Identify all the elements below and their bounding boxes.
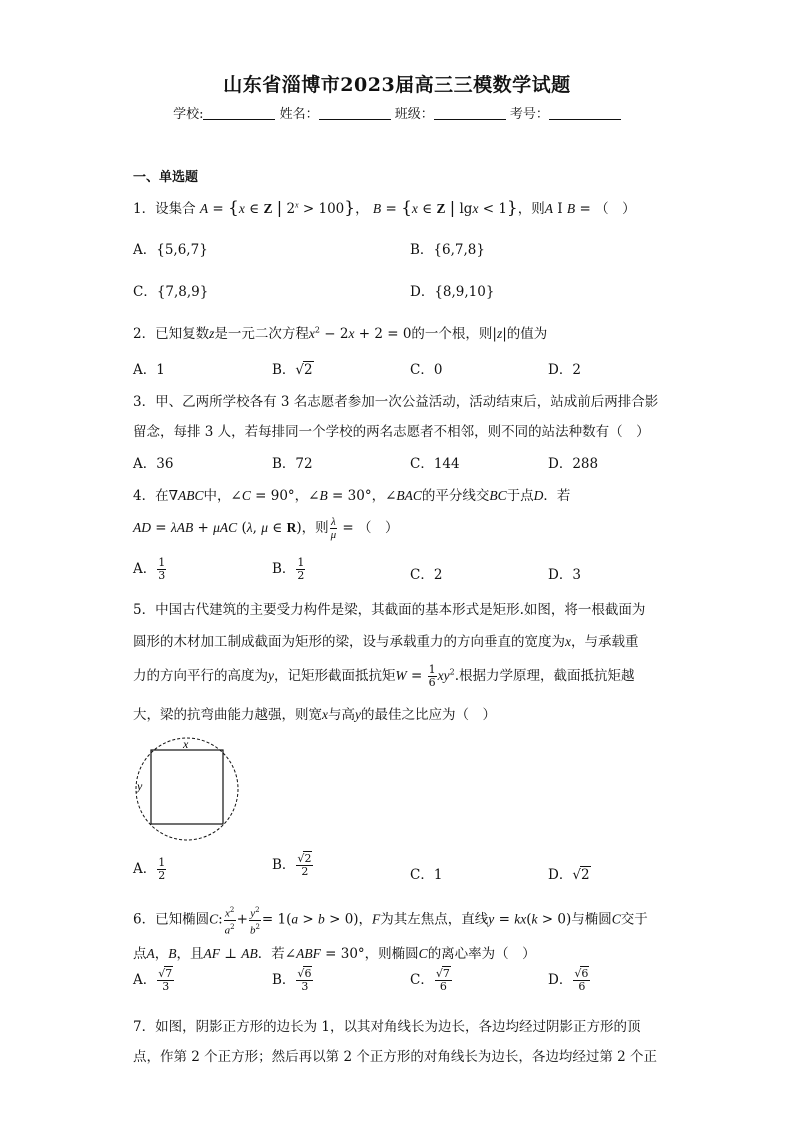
rectangle [151, 750, 223, 824]
q2-option-d[interactable]: D．2 [548, 362, 581, 378]
q6-option-c[interactable]: C． $\frac{√7}{6}$ [410, 967, 450, 993]
q3-option-a[interactable]: A．36 [133, 456, 174, 472]
question-2-stem: 2．已知复数z是一元二次方程$x^2 - 2x + 2 = 0$的一个根，则|z|的值为 [133, 325, 548, 342]
question-3-line-2: 留念，每排 3 人，若每排同一个学校的两名志愿者不相邻，则不同的站法种数有（ ） [133, 424, 650, 440]
question-4-line-2: AD = λAB + μAC (λ, μ ∈ R)，则 $\frac{\lambda}{\mu}$ = （ ） [133, 516, 399, 541]
fig-label-x: x [183, 737, 189, 751]
q2-option-b[interactable]: B．√2 [272, 362, 313, 378]
q1-option-d[interactable]: D．{8,9,10} [410, 284, 495, 300]
q5-option-a[interactable]: A． $\frac{1}{2}$ [133, 856, 166, 882]
question-6-line-1: 6．已知椭圆C: $\frac{x^2}{a^2}$ + $\frac{y^2}{b^2}$ = 1(a > b > 0)，F为其左焦点，直线y = kx(k > 0)与椭圆C交于 [133, 906, 648, 937]
q3-option-c[interactable]: C．144 [410, 456, 460, 472]
q6-option-a[interactable]: A． $\frac{√7}{3}$ [133, 967, 173, 993]
q3-option-d[interactable]: D．288 [548, 456, 599, 472]
question-5-line-4: 大，梁的抗弯曲能力越强，则宽x与高y的最佳之比应为（ ） [133, 707, 496, 723]
exam-no-blank[interactable] [549, 107, 621, 120]
q6-option-b[interactable]: B． $\frac{√6}{3}$ [272, 967, 312, 993]
question-7-line-2: 点，作第 2 个正方形；然后再以第 2 个正方形的对角线长为边长，各边均经过第 2 个正 [133, 1049, 658, 1065]
beam-cross-section-figure [130, 730, 245, 845]
question-7-line-1: 7．如图，阴影正方形的边长为 1，以其对角线长为边长，各边均经过阴影正方形的顶 [133, 1019, 641, 1035]
q1-option-a[interactable]: A．{5,6,7} [133, 242, 208, 258]
name-blank[interactable] [319, 107, 391, 120]
class-label: 班级： [394, 107, 434, 122]
question-1-stem: 1．设集合 A = {x ∈ Z | $2^x > 100$}， B = {x ∈ Z | lgx < 1}，则A I B = （ ） [133, 198, 636, 218]
class-blank[interactable] [434, 107, 506, 120]
q4-option-a[interactable]: A． $\frac{1}{3}$ [133, 556, 166, 582]
q3-option-b[interactable]: B．72 [272, 456, 313, 472]
q5-option-c[interactable]: C．1 [410, 867, 443, 883]
q5-option-b[interactable]: B． $\frac{√2}{2}$ [272, 852, 312, 878]
question-4-line-1: 4．在∇ABC中，∠C = 90°，∠B = 30°，∠BAC的平分线交BC于点D．若 [133, 488, 571, 504]
question-5-line-2: 圆形的木材加工制成截面为矩形的梁，设与承载重力的方向垂直的宽度为x，与承载重 [133, 634, 639, 650]
page-title: 山东省淄博市2023届高三三模数学试题 [223, 74, 571, 96]
school-blank[interactable] [203, 107, 275, 120]
exam-no-label: 考号： [509, 107, 549, 122]
q4-option-b[interactable]: B． $\frac{1}{2}$ [272, 556, 305, 582]
name-label: 姓名： [279, 107, 319, 122]
q1-option-c[interactable]: C．{7,8,9} [133, 284, 209, 300]
question-6-line-2: 点A，B，且AF ⊥ AB．若∠ABF = 30°，则椭圆C的离心率为（ ） [133, 946, 536, 962]
q1-option-b[interactable]: B．{6,7,8} [410, 242, 485, 258]
question-5-line-3: 力的方向平行的高度为y，记矩形截面抵抗矩W = $\frac{1}{6}$ $xy^2$.根据力学原理，截面抵抗矩越 [133, 663, 635, 689]
q2-option-c[interactable]: C．0 [410, 362, 443, 378]
student-info-line [0, 103, 794, 122]
q4-option-c[interactable]: C．2 [410, 567, 443, 583]
section-heading: 一、单选题 [133, 170, 199, 185]
q2-option-a[interactable]: A．1 [133, 362, 165, 378]
q5-option-d[interactable]: D．√2 [548, 867, 590, 883]
fig-label-y: y [137, 779, 143, 793]
q6-option-d[interactable]: D． $\frac{√6}{6}$ [548, 967, 589, 993]
question-3-line-1: 3．甲、乙两所学校各有 3 名志愿者参加一次公益活动，活动结束后，站成前后两排合影 [133, 394, 659, 410]
school-label: 学校: [173, 107, 204, 122]
question-5-line-1: 5．中国古代建筑的主要受力构件是梁，其截面的基本形式是矩形.如图，将一根截面为 [133, 602, 646, 618]
q4-option-d[interactable]: D．3 [548, 567, 581, 583]
